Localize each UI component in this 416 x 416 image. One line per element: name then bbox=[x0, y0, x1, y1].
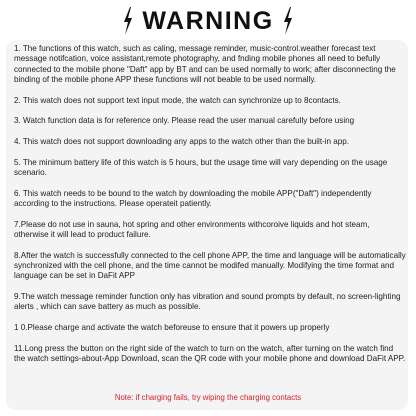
warning-item-6: 6. This watch needs to be bound to the watch by downloading the mobile APP("Daft") independently according to the instructions. Please operateit patiently. bbox=[14, 188, 372, 208]
warning-item-10: 1 0.Please charge and activate the watch beforeuse to ensure that it powers up properly bbox=[14, 323, 330, 332]
warning-item-11: 11.Long press the button on the right side of the watch to turn on the watch, after turning on the watch find the watch settings-about-App Download, scan the QR code with your mobile phone and download DaFit APP. bbox=[14, 343, 406, 363]
warning-item-5: 5. The minimum battery life of this watch is 5 hours, but the usage time will vary depending on the usage scenario. bbox=[14, 157, 388, 177]
warning-item-1: 1. The functions of this watch, such as caling, message reminder, music-control.weather forecast text message notifcation, voice assistant,remote photography, and fnding mobile phones all need to befully connected to the mobile phone "Daft" app by BT and can be used normally to work; after disconnecting the binding of the mobile phone APP these functions will not beable to be used normally. bbox=[14, 44, 396, 85]
warning-item-9: 9.The watch message reminder function only has vibration and sound prompts by default, no screen-lighting alerts , which can save battery as much as possible. bbox=[14, 292, 401, 312]
warning-item-2: 2. This watch does not support text input mode, the watch can synchronize up to 8contacts. bbox=[14, 95, 341, 105]
warning-item-8: 8.After the watch is successfully connected to the cell phone APP, the time and language will be automatically synchronized with the cell phone, and the time cannot be modifed manually. Modifying the time format and language can be set in DaFit APP bbox=[14, 250, 406, 281]
lightning-bolt-icon bbox=[282, 7, 294, 35]
warning-item-3: 3. Watch function data is for reference only. Please read the user manual carefully before using bbox=[14, 116, 355, 126]
charging-note: Note: if charging fails, try wiping the charging contacts bbox=[114, 393, 302, 402]
warning-header bbox=[0, 4, 416, 38]
warning-list bbox=[14, 44, 406, 364]
lightning-bolt-icon bbox=[122, 7, 134, 35]
warning-item-4: 4. This watch does not support downloading any apps to the watch other than the built-in app. bbox=[14, 137, 350, 146]
warning-item-7: 7.Please do not use in sauna, hot spring and other environments withcoroive liquids and hot steam, otherwise it will lead to product failure. bbox=[14, 219, 370, 239]
warning-title: WARNING bbox=[142, 7, 274, 35]
